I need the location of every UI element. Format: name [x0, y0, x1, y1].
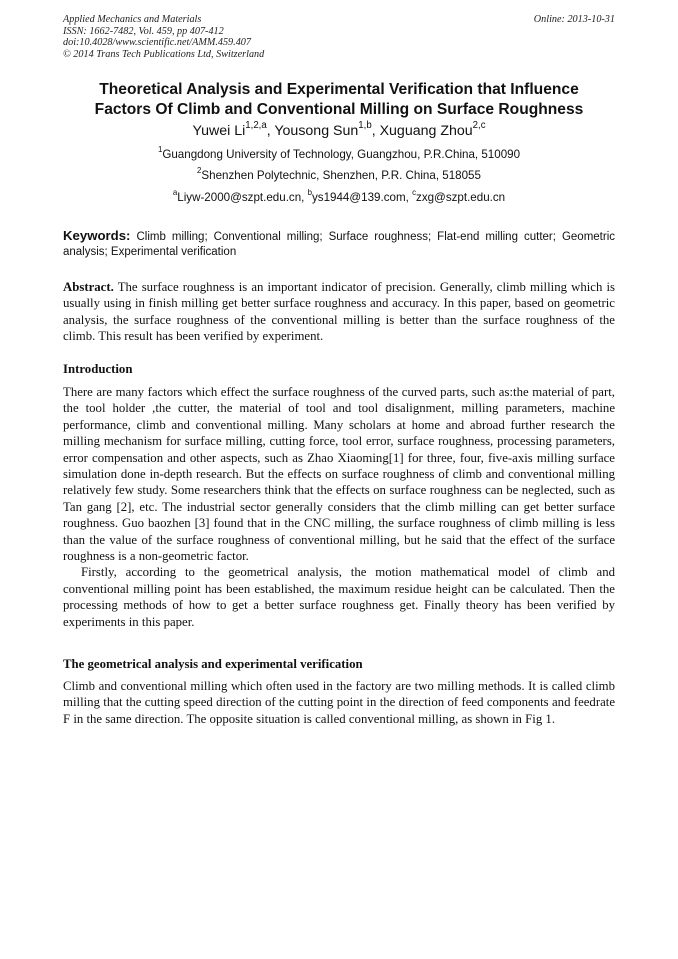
paper-title: [63, 80, 615, 120]
affiliation-sup: 1: [157, 144, 163, 154]
keywords: [63, 228, 615, 260]
abstract-text: The surface roughness is an important indicator of precision. Generally, climb milling which is usually using in finish milling get better surface roughness and accuracy. In this paper, based on geometric analysis, the surface roughness of the conventional milling is better than the surface roughness of the climb. This result has been verified by experiment.: [63, 280, 616, 344]
title-line-1: Theoretical Analysis and Experimental Verification that Influence: [99, 81, 579, 98]
section-2-heading: The geometrical analysis and experimental verification: [63, 657, 363, 671]
affiliation-sup: 2: [197, 165, 202, 175]
email-line: [63, 187, 615, 205]
affiliation-1: [63, 144, 615, 162]
email-sup: a: [172, 187, 178, 197]
email-link[interactable]: Liyw-2000@szpt.edu.cn,: [177, 191, 308, 204]
author-list: [63, 119, 615, 140]
section-2-paragraph-1: Climb and conventional milling which often used in the factory are two milling methods. It is called climb milling that the cutting speed direction of the cutting point in the direction of feed components and feedrate F in the same direction. The opposite situation is called conventional milling, as shown in Fig 1.: [63, 679, 615, 726]
issn-line: ISSN: 1662-7482, Vol. 459, pp 407-412: [63, 25, 224, 37]
journal-name: Applied Mechanics and Materials: [63, 14, 202, 25]
email-link[interactable]: ys1944@139.com,: [312, 191, 413, 204]
author-name: Xuguang Zhou: [379, 123, 473, 139]
introduction-paragraph-1: There are many factors which effect the surface roughness of the curved parts, such as:the material of part, the tool holder ,the cutter, the material of tool and tool disalignment, milling parameters, machine performance, climb and conventional milling. Many scholars at home and abroad further research the milling mechanism for surface milling, cutting force, tool error, surface roughness, processing parameters, error compensation and other aspects, such as Zhao Xiaoming[1] for three, four, five-axis milling surface simulation done in-depth research. But the effects on surface roughness of climb and conventional milling relatively few study. Some researchers think that the effects on surface roughness can be neglected, such as Tan gang [2], etc. The industrial sector generally considers that the climb milling can get better surface roughness. Guo baozhen [3] found that in the CNC milling, the surface roughness of climb milling is less than the value of the surface roughness of conventional milling, but he said that the effect of the surface roughness is a non-geometric factor.: [63, 385, 615, 564]
introduction-heading: Introduction: [63, 362, 133, 376]
affiliation-text: Shenzhen Polytechnic, Shenzhen, P.R. China, 518055: [201, 169, 481, 182]
abstract-label: Abstract.: [63, 280, 114, 294]
online-date: Online: 2013-10-31: [533, 14, 615, 25]
author-name: Yousong Sun: [274, 123, 359, 139]
affiliation-text: Guangdong University of Technology, Guangzhou, P.R.China, 510090: [162, 148, 521, 161]
introduction-body: [63, 384, 615, 630]
email-sup: b: [307, 187, 312, 197]
author-sup: 1,b: [358, 119, 372, 131]
keywords-text: Climb milling; Conventional milling; Surface roughness; Flat-end milling cutter; Geometric analysis; Experimental verification: [63, 231, 616, 258]
author-sep: ,: [371, 123, 380, 139]
journal-header: [63, 14, 615, 60]
title-line-2: Factors Of Climb and Conventional Milling on Surface Roughness: [94, 101, 584, 118]
email-sup: c: [412, 187, 417, 197]
affiliation-2: [63, 165, 615, 183]
author-name: Yuwei Li: [192, 123, 246, 139]
author-sup: 2,c: [472, 119, 486, 131]
doi-line[interactable]: doi:10.4028/www.scientific.net/AMM.459.407: [63, 37, 251, 49]
keywords-label: Keywords:: [63, 228, 131, 243]
author-sep: ,: [266, 123, 275, 139]
section-2-body: [63, 678, 615, 727]
email-link[interactable]: zxg@szpt.edu.cn: [416, 191, 506, 204]
abstract: [63, 279, 615, 345]
introduction-paragraph-2: Firstly, according to the geometrical analysis, the motion mathematical model of climb and conventional milling point has been established, the maximum residue height can be calculated. Then the processing methods of how to get a better surface roughness get. Finally theory has been verified by experiments in this paper.: [63, 565, 615, 629]
copyright-line: © 2014 Trans Tech Publications Ltd, Switzerland: [63, 48, 265, 60]
author-sup: 1,2,a: [245, 119, 267, 131]
